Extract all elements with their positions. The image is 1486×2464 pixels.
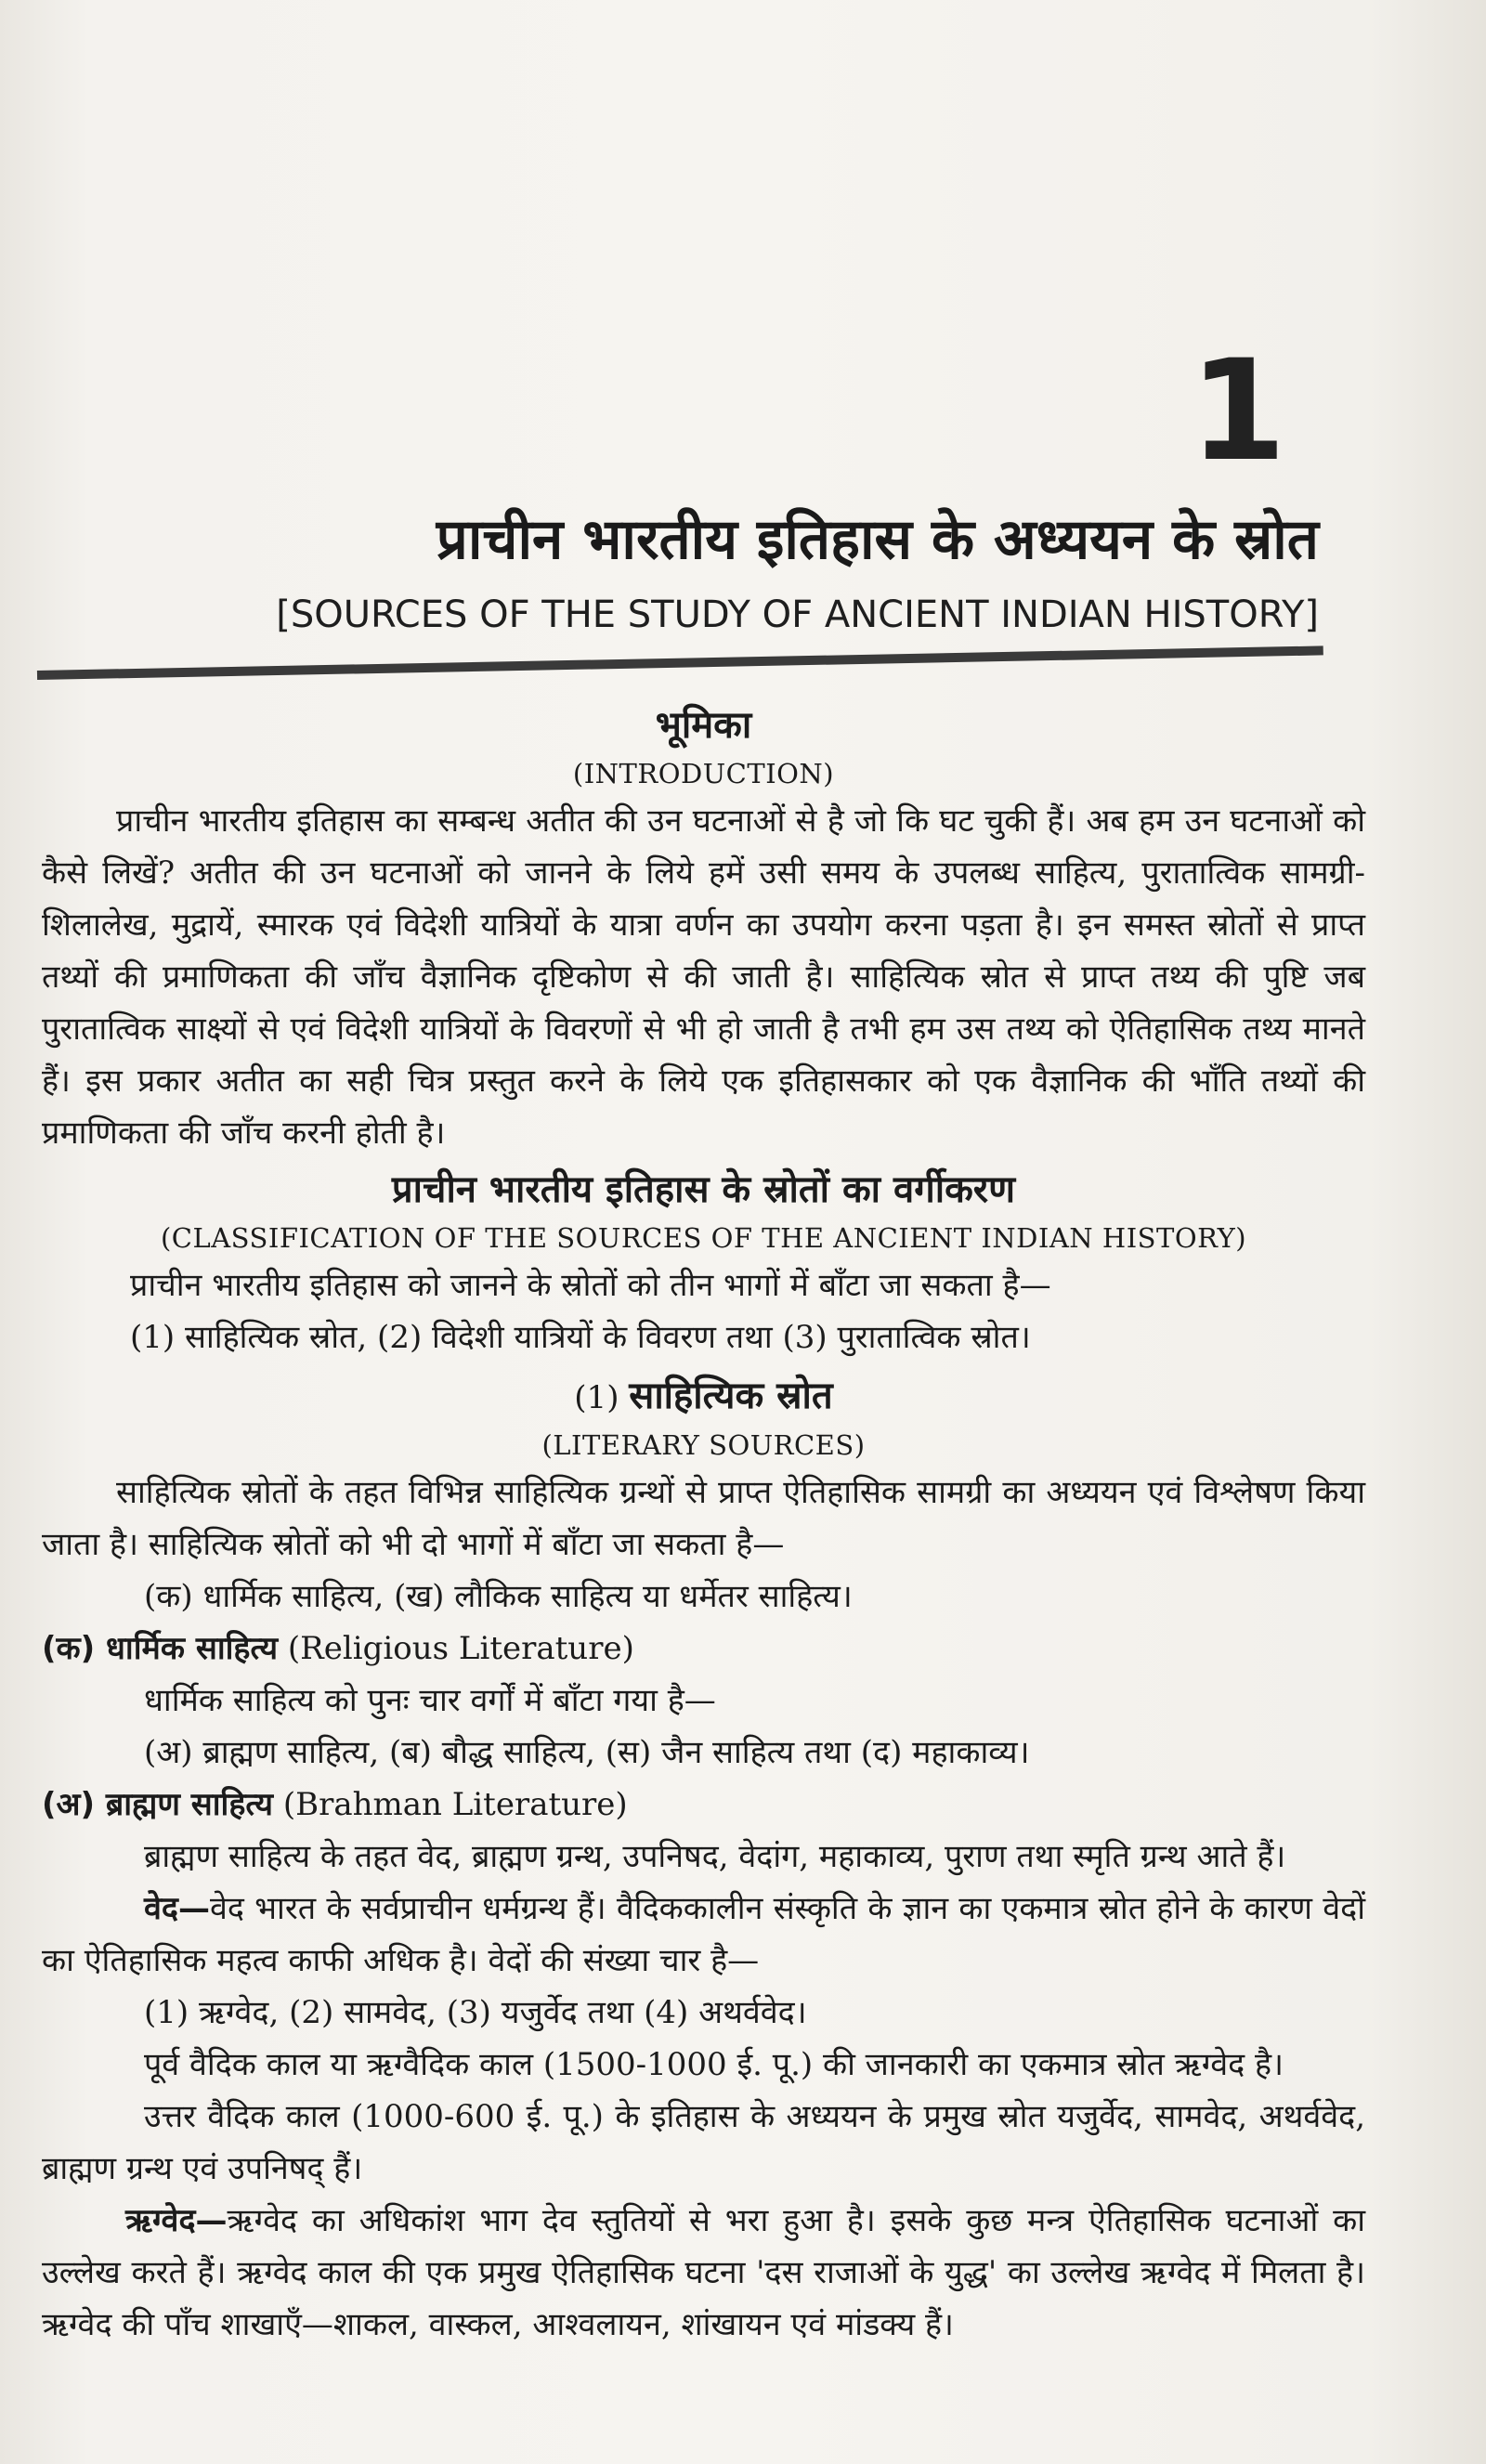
title-divider <box>37 645 1323 680</box>
rigveda-label: ऋग्वेद— <box>125 2202 228 2239</box>
literary-heading-number: (1) <box>574 1379 619 1416</box>
veda-label: वेद— <box>144 1890 210 1927</box>
literary-heading-english: (LITERARY SOURCES) <box>541 1429 866 1461</box>
page-content <box>42 698 1365 2351</box>
religious-label-hindi: (क) धार्मिक साहित्य <box>42 1630 279 1667</box>
rigveda-text: ऋग्वेद का अधिकांश भाग देव स्तुतियों से भरा हुआ है। इसके कुछ मन्त्र ऐतिहासिक घटनाओं का उल्लेख करते हैं। ऋग्वेद काल की एक प्रमुख ऐतिहासिक घटना 'दस राजाओं के युद्ध' का उल्लेख ऋग्वेद में मिलता है। ऋग्वेद की पाँच शाखाएँ—शाकल, वास्कल, आश्वलायन, शांखायन एवं मांडक्य हैं। <box>42 2202 1365 2343</box>
religious-subheading <box>42 1623 1365 1675</box>
classification-line-2: (1) साहित्यिक स्रोत, (2) विदेशी यात्रियों के विवरण तथा (3) पुरातात्विक स्रोत। <box>130 1319 1031 1356</box>
brahman-label-english: (Brahman Literature) <box>282 1786 628 1823</box>
intro-heading-hindi: भूमिका <box>655 704 752 747</box>
classification-heading-hindi: प्राचीन भारतीय इतिहास के स्रोतों का वर्गीकरण <box>391 1168 1016 1211</box>
literary-heading-hindi: साहित्यिक स्रोत <box>629 1375 833 1417</box>
rigveda-paragraph <box>42 2195 1365 2351</box>
early-vedic-line: पूर्व वैदिक काल या ऋग्वैदिक काल (1500-1000 ई. पू.) की जानकारी का एकमात्र स्रोत ऋग्वेद है। <box>144 2046 1284 2083</box>
later-vedic-paragraph: उत्तर वैदिक काल (1000-600 ई. पू.) के इतिहास के अध्ययन के प्रमुख स्रोत यजुर्वेद, सामवेद, अथर्ववेद, ब्राह्मण ग्रन्थ एवं उपनिषद् हैं। <box>42 2098 1365 2187</box>
intro-heading-english: (INTRODUCTION) <box>572 758 835 789</box>
classification-heading-english: (CLASSIFICATION OF THE SOURCES OF THE ANCIENT INDIAN HISTORY) <box>160 1222 1247 1254</box>
religious-line-2: (अ) ब्राह्मण साहित्य, (ब) बौद्ध साहित्य, (स) जैन साहित्य तथा (द) महाकाव्य। <box>144 1734 1030 1771</box>
brahman-label-hindi: (अ) ब्राह्मण साहित्य <box>42 1786 273 1823</box>
literary-paragraph: साहित्यिक स्रोतों के तहत विभिन्न साहित्यिक ग्रन्थों से प्राप्त ऐतिहासिक सामग्री का अध्ययन एवं विश्लेषण किया जाता है। साहित्यिक स्रोतों को भी दो भागों में बाँटा जा सकता है— <box>42 1474 1365 1563</box>
classification-line-1: प्राचीन भारतीय इतिहास को जानने के स्रोतों को तीन भागों में बाँटा जा सकता है— <box>130 1267 1051 1304</box>
veda-text: वेद भारत के सर्वप्राचीन धर्मग्रन्थ हैं। वैदिककालीन संस्कृति के ज्ञान का एकमात्र स्रोत होने के कारण वेदों का ऐतिहासिक महत्व काफी अधिक है। वेदों की संख्या चार है— <box>42 1890 1365 1979</box>
intro-paragraph: प्राचीन भारतीय इतिहास का सम्बन्ध अतीत की उन घटनाओं से है जो कि घट चुकी हैं। अब हम उन घटनाओं को कैसे लिखें? अतीत की उन घटनाओं को जानने के लिये हमें उसी समय के उपलब्ध साहित्य, पुरातात्विक सामग्री-शिलालेख, मुद्रायें, स्मारक एवं विदेशी यात्रियों के यात्रा वर्णन का उपयोग करना पड़ता है। इन समस्त स्रोतों से प्राप्त तथ्यों की प्रमाणिकता की जाँच वैज्ञानिक दृष्टिकोण से की जाती है। साहित्यिक स्रोत से प्राप्त तथ्य की पुष्टि जब पुरातात्विक साक्ष्यों से एवं विदेशी यात्रियों के विवरणों से भी हो जाती है तभी हम उस तथ्य को ऐतिहासिक तथ्य मानते हैं। इस प्रकार अतीत का सही चित्र प्रस्तुत करने के लिये एक इतिहासकार को एक वैज्ञानिक की भाँति तथ्यों की प्रमाणिकता की जाँच करनी होती है। <box>42 802 1365 1152</box>
chapter-title-hindi: प्राचीन भारतीय इतिहास के अध्ययन के स्रोत <box>436 507 1319 572</box>
brahman-line-1: ब्राह्मण साहित्य के तहत वेद, ब्राह्मण ग्रन्थ, उपनिषद, वेदांग, महाकाव्य, पुराण तथा स्मृति ग्रन्थ आते हैं। <box>144 1838 1286 1875</box>
veda-list: (1) ऋग्वेद, (2) सामवेद, (3) यजुर्वेद तथा (4) अथर्ववेद। <box>144 1994 807 2031</box>
veda-paragraph <box>42 1883 1365 1987</box>
literary-division: (क) धार्मिक साहित्य, (ख) लौकिक साहित्य या धर्मेतर साहित्य। <box>144 1578 853 1615</box>
literary-heading <box>42 1369 1365 1424</box>
brahman-subheading <box>42 1779 1365 1831</box>
chapter-number: 1 <box>1189 331 1286 492</box>
religious-label-english: (Religious Literature) <box>287 1630 634 1667</box>
chapter-title-english: [SOURCES OF THE STUDY OF ANCIENT INDIAN HISTORY] <box>276 593 1319 636</box>
religious-line-1: धार्मिक साहित्य को पुनः चार वर्गों में बाँटा गया है— <box>144 1682 716 1719</box>
